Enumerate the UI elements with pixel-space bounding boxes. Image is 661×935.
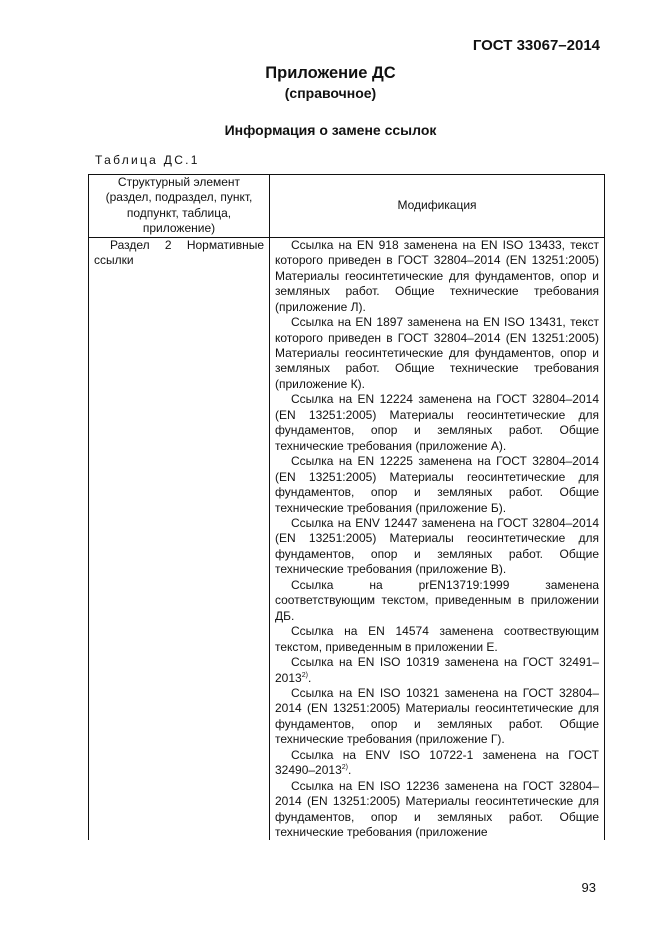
modification-text: Ссылка на ENV ISO 10722-1 заменена на ГОСТ 32490–2013 — [275, 747, 599, 778]
modification-text: Ссылка на EN 12224 заменена на ГОСТ 32804–2014 (EN 13251:2005) Материалы геосинтетические для фундаментов, опор и земляных работ. Общие технические требования (приложение А). — [275, 392, 599, 453]
modification-paragraph — [275, 315, 599, 392]
footnote-ref: 2) — [341, 764, 348, 772]
modification-paragraph — [275, 655, 599, 686]
modification-paragraph — [275, 779, 599, 841]
header-modification: Модификация — [270, 175, 605, 238]
modification-text: Ссылка на prEN13719:1999 заменена соответствующим текстом, приведенным в приложении ДБ. — [275, 577, 599, 623]
page-number: 93 — [581, 880, 596, 895]
modification-paragraph — [275, 624, 599, 655]
modification-text: Ссылка на EN 1897 заменена на EN ISO 13431, текст которого приведен в ГОСТ 32804–2014 (EN 13251:2005) Материалы геосинтетические для фундаментов, опор и земляных работ. Общие технические требования (приложение К). — [275, 315, 599, 391]
modification-paragraph — [275, 748, 599, 779]
table-header-row — [89, 175, 605, 238]
annex-title: Приложение ДС — [265, 64, 396, 82]
reference-replacement-table — [88, 174, 605, 840]
table-caption: Таблица ДС.1 — [95, 153, 200, 167]
paragraph-tail: . — [347, 763, 352, 778]
annex-type: (справочное) — [284, 85, 377, 101]
modification-paragraph — [275, 686, 599, 748]
modification-text: Ссылка на EN 12225 заменена на ГОСТ 32804–2014 (EN 13251:2005) Материалы геосинтетические для фундаментов, опор и земляных работ. Общие технические требования (приложение Б). — [275, 454, 599, 515]
modification-paragraph — [275, 516, 599, 578]
modification-paragraph — [275, 454, 599, 516]
standard-code: ГОСТ 33067–2014 — [472, 37, 600, 54]
modification-text: Ссылка на EN ISO 12236 заменена на ГОСТ 32804–2014 (EN 13251:2005) Материалы геосинтетические для фундаментов, опор и земляных работ. Общие технические требования (приложение — [275, 778, 599, 840]
modification-text: Ссылка на EN ISO 10321 заменена на ГОСТ 32804–2014 (EN 13251:2005) Материалы геосинтетические для фундаментов, опор и земляных работ. Общие технические требования (приложение Г). — [275, 685, 599, 747]
modification-text: Ссылка на EN 14574 заменена соотвествующим текстом, приведенным в приложении Е. — [275, 624, 599, 654]
modification-text: Ссылка на ENV 12447 заменена на ГОСТ 32804–2014 (EN 13251:2005) Материалы геосинтетические для фундаментов, опор и земляных работ. Общие технические требования (приложение В). — [275, 515, 599, 577]
structural-element-text: Раздел 2 Нормативные ссылки — [94, 237, 264, 268]
header-structural-element: Структурный элемент (раздел, подраздел, пункт, подпункт, таблица, приложение) — [89, 175, 270, 238]
section-title: Информация о замене ссылок — [224, 122, 437, 138]
modification-text: Ссылка на EN ISO 10319 заменена на ГОСТ 32491–2013 — [275, 655, 599, 685]
footnote-ref: 2) — [301, 671, 308, 679]
paragraph-tail: . — [307, 670, 312, 685]
modification-paragraph — [275, 578, 599, 624]
modification-paragraph — [275, 238, 599, 315]
modification-paragraph — [275, 392, 599, 454]
structural-element-cell — [89, 237, 270, 840]
modification-text: Ссылка на EN 918 заменена на EN ISO 13433, текст которого приведен в ГОСТ 32804–2014 (EN 13251:2005) Материалы геосинтетические для фундаментов, опор и земляных работ. Общие технические требования (приложение Л). — [275, 237, 599, 314]
table-row — [89, 237, 605, 840]
modification-cell — [270, 237, 605, 840]
